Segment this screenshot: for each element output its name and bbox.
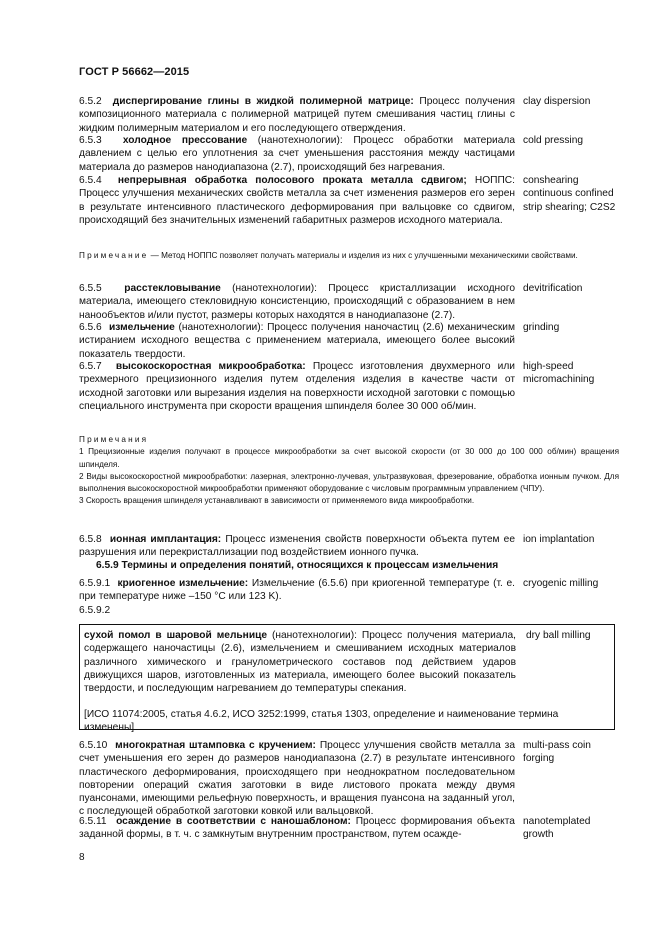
entry-text	[79, 95, 515, 135]
entry-text	[79, 739, 515, 819]
entry-english-term: cold pressing	[523, 135, 584, 146]
entry-term: ионная имплантация:	[109, 534, 222, 545]
notes-label: Примечания	[79, 435, 149, 444]
entry-definition: Процесс изготовления двухмерного или трехмерного прецизионного изделия путем отделения изделия в качестве части от исходной заготовки или вырезания изделия на поверхности исходной заготовки с помощью специального инструмента при скорости вращения шпинделя более 30 000 об/мин.	[79, 361, 515, 412]
entry-term: холодное прессование	[122, 135, 248, 146]
note-item: 3 Скорость вращения шпинделя устанавливают в зависимости от применяемого вида микрообработки.	[79, 496, 475, 506]
entry-number: 6.5.3	[79, 135, 102, 146]
entry-english-term: grinding	[523, 322, 560, 333]
entry-english-term: high-speed micromachining	[523, 361, 595, 386]
entry-number: 6.5.11	[79, 816, 107, 827]
entry-term: многократная штамповка с кручением:	[115, 740, 316, 751]
entry-number: 6.5.5	[79, 283, 102, 294]
entry-definition: (нанотехнологии): Процесс получения наночастиц (2.6) механическим истиранием исходного вещества с применением материала, имеющего более высокий показатель твердости.	[79, 322, 515, 360]
entry-english-term: multi-pass coin forging	[523, 740, 591, 765]
entry-definition: Процесс улучшения свойств металла за счет уменьшения его зерен до размеров нанодиапазона (2.7) в результате интенсивного пластического деформирования, происходящего при неоднократном последовательном повторении операций сжатия заготовки в виде листового проката между двумя пуансонами, имеющими рельефную поверхность, и вращения пуансона на заданный угол, с последующей обработкой заготовки ковкой или вальцовкой.	[79, 740, 515, 818]
entry-english-term: nanotemplated growth	[523, 816, 591, 841]
boxed-term: сухой помол в шаровой мельнице	[84, 630, 268, 641]
entry-definition: (нанотехнологии): Процесс обработки материала давлением с целью его уплотнения за счет уменьшения расстояния между частицами материала до размеров нанодиапазона (2.7), происходящий без нагревания.	[79, 135, 515, 173]
entry-term: высокоскоростная микрообработка:	[115, 361, 306, 372]
entry-text	[79, 360, 515, 413]
entry-number-6-5-9-2: 6.5.9.2	[79, 605, 111, 616]
boxed-text	[84, 629, 516, 695]
entry-text	[79, 174, 515, 227]
entry-english-term: cryogenic milling	[523, 578, 599, 589]
section-heading-6-5-9: 6.5.9 Термины и определения понятий, относящихся к процессам измельчения	[96, 560, 499, 571]
entry-number: 6.5.2	[79, 96, 102, 107]
entry-text	[79, 134, 515, 174]
boxed-source: [ИСО 11074:2005, статья 4.6.2, ИСО 3252:1999, статья 1303, определение и наименование термина изменены]	[84, 709, 559, 734]
entry-term: расстекловывание	[124, 283, 221, 294]
notes-6-5-7	[79, 434, 619, 508]
note-text: — Метод НОППС позволяет получать материалы и изделия из них с улучшенными механическими свойствами.	[150, 251, 578, 260]
note-label: Примечание	[79, 251, 149, 260]
boxed-definition	[79, 624, 615, 734]
entry-definition: (нанотехнологии): Процесс кристаллизации исходного материала, имеющего стекловидную консистенцию, происходящий с образованием в нем нанообъектов и/или пустот, размеры которых находятся в нанодиапазоне (2.7).	[79, 283, 515, 321]
entry-definition: Процесс получения композиционного материала с полимерной матрицей путем смешивания частиц глины с жидким полимерным материалом и его последующего отверждения.	[79, 96, 515, 134]
entry-text	[79, 321, 515, 361]
entry-term: осаждение в соответствии с наношаблоном:	[116, 816, 351, 827]
document-header: ГОСТ Р 56662—2015	[79, 66, 190, 78]
entry-definition: Процесс формирования объекта заданной формы, в т. ч. с замкнутым внутренним пространством, путем осажде-	[79, 816, 515, 841]
entry-number: 6.5.8	[79, 534, 102, 545]
entry-number: 6.5.9.1	[79, 578, 111, 589]
entry-text	[79, 533, 515, 560]
entry-term: непрерывная обработка полосового проката металла сдвигом;	[117, 175, 467, 186]
entry-definition: Измельчение (6.5.6) при криогенной температуре (т. е. при температуре ниже –150 °С или 123 K).	[79, 578, 515, 603]
entry-term: криогенное измельчение:	[117, 578, 249, 589]
entry-term: измельчение	[109, 322, 175, 333]
boxed-english-term: dry ball milling	[526, 630, 591, 641]
entry-number: 6.5.7	[79, 361, 102, 372]
entry-definition: Процесс изменения свойств поверхности объекта путем ее разрушения или перекристаллизации под воздействием ионного пучка.	[79, 534, 515, 559]
note-item: 2 Виды высокоскоростной микрообработки: лазерная, электронно-лучевая, ультразвуковая, фрезерование, обработка ионным пучком. Для выполнения высокоскоростной микрообработки применяют оборудование с числовым программным управлением (ЧПУ).	[79, 471, 619, 494]
entry-text	[79, 282, 515, 322]
entry-number: 6.5.10	[79, 740, 108, 751]
entry-number: 6.5.6	[79, 322, 102, 333]
entry-text	[79, 577, 515, 604]
entry-english-term: clay dispersion	[523, 96, 591, 107]
entry-text	[79, 815, 515, 842]
entry-english-term: conshearing continuous confined strip shearing; C2S2	[523, 175, 616, 213]
entry-term: диспергирование глины в жидкой полимерной матрице:	[112, 96, 414, 107]
note-item: 1 Прецизионные изделия получают в процессе микрообработки за счет высокой скорости (от 30 000 до 100 000 об/мин) вращения шпинделя.	[79, 447, 619, 469]
note-6-5-4	[79, 250, 619, 262]
page-number: 8	[79, 852, 85, 863]
entry-definition: НОППС: Процесс улучшения механических свойств металла за счет изменения размеров его зерен в результате интенсивного пластического деформирования при вальцовке со сдвигом, происходящий без значительных изменений габаритных размеров исходного материала.	[79, 175, 515, 226]
boxed-definition-text: (нанотехнологии): Процесс получения материала, содержащего наночастицы (2.6), измельчением и смешиванием исходных материалов различного химического и гранулометрического составов под действием ударов движущихся шаров, изготовленных из материала, имеющего более высокий показатель твердости, и последующим нагреванием до температуры спекания.	[84, 630, 516, 695]
entry-english-term: ion implantation	[523, 534, 595, 545]
entry-number: 6.5.4	[79, 175, 102, 186]
entry-english-term: devitrification	[523, 283, 583, 294]
